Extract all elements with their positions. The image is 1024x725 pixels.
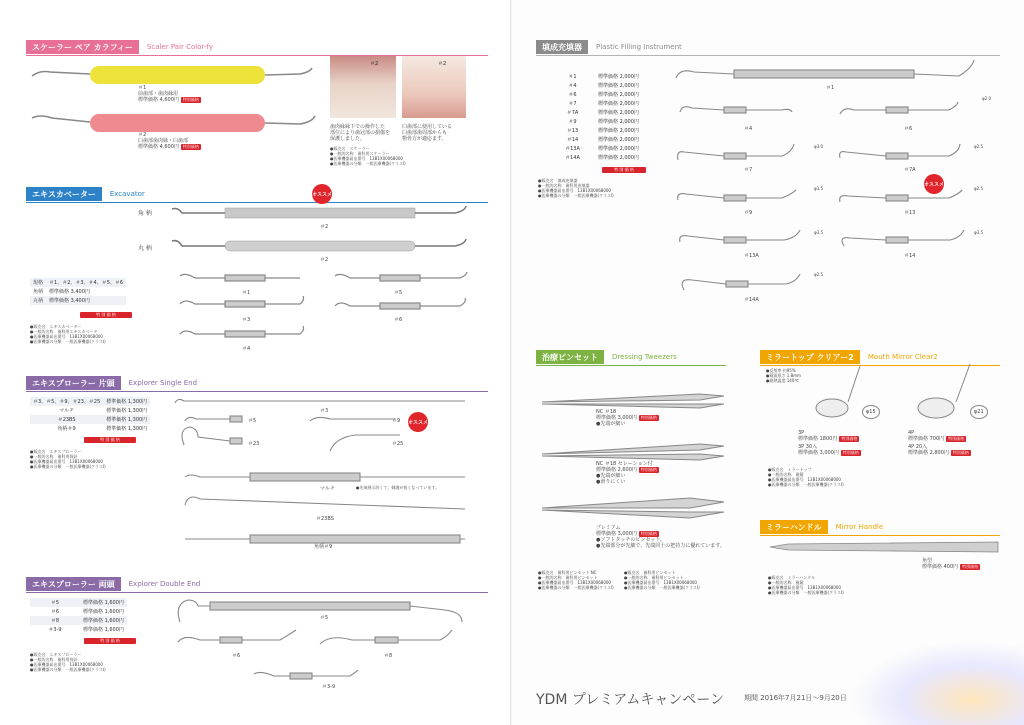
excavator-row2-label: 丸 柄 [138,245,152,252]
explorer-single-item-25: ＃25 [392,441,404,447]
tweezers-tag: 治療ピンセット [536,350,604,364]
filling-en-title: Plastic Filling Instrument [596,43,682,51]
tweezers-item1-note: ●先端が細い [596,421,626,427]
scaler-photo2-label: ＃2 [438,61,447,67]
explorer-single-en-title: Explorer Single End [128,379,198,387]
mirror-handle-image [768,538,1000,556]
tweezers-item1 [596,409,659,427]
excavator-item-4: ＃4 [242,346,251,352]
explorer-single-t2k: マルチ [59,408,75,414]
explorer-double-t2v: 標準価格 1,600円 [83,609,124,615]
scaler-photo1 [330,56,396,118]
filling-header [536,40,1000,54]
scaler-photo2-caption: 臼歯部に使用している 臼歯部歯周部からも 顎骨方が適応ます。 [402,124,453,142]
explorer-double-item-6: ＃6 [232,653,241,659]
excavator-row1-no: ＃2 [320,224,329,230]
filling-notes: ●販売名 填成充填器 ●一般的名称 歯科用充填器 ●医療機器届出番号 13B1X00068000 ●医療機器の分類 一般医療機器(クラスⅠ) [538,178,614,198]
explorer-single-item-5: ＃5 [248,418,257,424]
tweezers-item2 [596,461,659,485]
filling-item-14: ＃14 [904,253,916,259]
scaler-item2-price: 標準価格 4,600円 [138,144,179,150]
mirror-top-item4-badge: 特別価格 [952,450,969,455]
mirror-top-en-title: Mouth Mirror Clear2 [867,353,938,361]
explorer-double-t3v: 標準価格 1,600円 [80,616,127,625]
tweezers-item3-note2: ●先端部分が先細で、先端同士の把持力に優れています。 [596,543,725,549]
explorer-single-multi-note: ●先端展示的くて、刺激が低くなっています。 [356,485,440,490]
excavator-item-5: ＃5 [394,290,403,296]
filling-t9k: ＃13A [565,146,580,152]
tweezers-item3-price: 標準価格 3,000円 [596,531,637,537]
explorer-double-notes: ●販売名 エキスプローラー ●一般的名称 歯科用探針 ●医療機器届出番号 13B1X00068000 ●医療機器の分類 一般医療機器(クラスⅠ) [30,652,106,672]
explorer-double-item-8: ＃8 [384,653,393,659]
tweezers-item2-note2: ●滑りにくい [596,479,626,485]
filling-item-14a: ＃14A [744,297,759,303]
mirror-top-notes: ●販売名 ミラートップ ●一般的名称 歯鏡 ●医療機器届出番号 13B1X00068000 ●医療機器の分類 一般医療機器(クラスⅠ) [768,467,844,487]
explorer-single-t1v: 標準価格 1,300円 [103,397,150,406]
tweezers-item2-badge: 特別価格 [640,467,657,472]
mirror-top-item3-price: 標準価格 700円 [908,436,945,442]
excavator-recommend-badge: オススメ [312,184,332,204]
scaler-item2-badge: 特別価格 [182,144,199,149]
filling-recommend-badge: オススメ [924,174,944,194]
filling-size-6: φ3.5 [814,230,823,235]
tweezers-images [540,376,730,536]
scaler-photo2 [402,56,466,118]
mirror-top-item3-badge: 特別価格 [948,436,965,441]
filling-item-9: ＃9 [744,210,753,216]
filling-item-7a: ＃7A [904,167,916,173]
filling-item-4: ＃4 [744,126,753,132]
filling-t4v: 標準価格 2,000円 [598,101,639,107]
scaler-photo1-label: ＃2 [370,61,379,67]
filling-tag: 填成充填器 [536,40,588,54]
tweezers-item3-note1: ●ソフトタッチのピンセット。 [596,537,665,543]
excavator-row2-no: ＃2 [320,257,329,263]
tweezers-notes1: ●販売名 歯科用ピンセット NC ●一般的名称 歯科用ピンセット ●医療機器届出番号 13B1X00068000 ●医療機器の分類 一般医療機器(クラスⅠ) [538,570,614,590]
mirror-top-item1-name: 3P [798,430,805,436]
tweezers-item2-note1: ●先端が細い [596,473,626,479]
tweezers-item3-badge: 特別価格 [640,531,657,536]
explorer-single-item-23: ＃23 [248,441,260,447]
filling-size-7: φ3.5 [974,230,983,235]
filling-t1k: ＃1 [568,74,577,80]
mirror-handle-header [760,520,1000,534]
excavator-table-r1k: 角柄 [33,289,44,295]
excavator-en-title: Excavator [109,190,145,198]
explorer-single-item-3: ＃3 [320,408,329,414]
excavator-table-h2: ＃1、＃2、＃3、＃4、＃5、＃6 [46,278,126,287]
filling-item-13: ＃13 [904,210,916,216]
scaler-item2 [138,132,201,150]
campaign-period: 期間 2016年7月21日～9月20日 [744,694,847,702]
filling-instruments-image [674,58,994,303]
mirror-handle-item [922,558,980,570]
filling-t1v: 標準価格 2,000円 [598,74,639,80]
filling-t10v: 標準価格 2,000円 [598,155,639,161]
explorer-double-t4v: 標準価格 1,600円 [83,627,124,633]
filling-t7v: 標準価格 2,000円 [598,128,639,134]
explorer-double-t1k: ＃5 [30,598,80,607]
explorer-double-t4k: ＃3-9 [48,627,62,633]
explorer-double-header [26,577,488,591]
filling-t7k: ＃13 [566,128,579,134]
explorer-single-price-table [30,397,150,433]
filling-t6k: ＃9 [568,119,577,125]
mirror-top-item1 [798,430,861,456]
right-page [512,0,1024,725]
scaler-item1-desc: 前歯部・歯肉縁用 [138,91,179,97]
excavator-item-6: ＃6 [394,317,403,323]
filling-t5v: 標準価格 2,000円 [598,110,639,116]
explorer-double-items-image [170,594,470,689]
mirror-top-item4-price: 標準価格 2,800円 [908,450,949,456]
tweezers-item1-badge: 特別価格 [640,415,657,420]
explorer-double-item-5: ＃5 [320,615,329,621]
explorer-single-header [26,376,488,390]
explorer-single-t4v: 標準価格 1,300円 [106,426,148,432]
excavator-price-table [30,278,126,305]
filling-t3v: 標準価格 2,000円 [598,92,639,98]
scaler-tag: スケーラー ペア カラフィー [26,40,139,54]
filling-t9v: 標準価格 2,000円 [598,146,639,152]
excavator-header [26,187,488,201]
mirror-top-item2-price: 標準価格 3,000円 [798,450,839,456]
scaler-item1-badge: 特別価格 [182,97,199,102]
explorer-single-notes: ●販売名 エキスプローラー ●一般的名称 歯科用探針 ●医療機器届出番号 13B1X00068000 ●医療機器の分類 一般医療機器(クラスⅠ) [30,449,106,469]
mirror-top-spec: ●反射率 約95% ●鏡面厚さ 1.8mm ●耐熱温度 140℃ [766,368,801,383]
scaler-item2-desc: 臼歯部歯肉縁・臼歯部 [138,138,189,144]
explorer-double-t2k: ＃6 [50,609,60,615]
explorer-single-t1k: ＃3、＃5、＃9、＃23、＃25 [30,397,103,406]
excavator-round-handle-image [170,236,470,256]
mirror-handle-price: 標準価格 400円 [922,564,959,570]
tweezers-item3-name: プレミアム [596,525,621,531]
explorer-double-special-price: 特 別 価 格 [84,638,136,644]
filling-t2v: 標準価格 2,000円 [598,83,639,89]
filling-t8v: 標準価格 2,000円 [598,137,639,143]
excavator-row1-label: 角 柄 [138,210,152,217]
mirror-handle-notes: ●販売名 ミラーハンドル ●一般的名称 歯鏡 ●医療機器届出番号 13B1X00068000 ●医療機器の分類 一般医療機器(クラスⅠ) [768,575,844,595]
filling-price-table [550,72,642,162]
excavator-notes: ●販売名 エキスカベーター ●一般的名称 歯科用エキスカベータ ●医療機器届出番号 13B1X00068000 ●医療機器の分類 一般医療機器(クラスⅠ) [30,324,106,344]
scaler-item1 [138,85,201,103]
explorer-single-t3k: ＃23BS [30,415,103,424]
filling-size-2: φ3.0 [814,144,823,149]
explorer-single-item-23bs: ＃23BS [316,516,334,522]
excavator-item-3: ＃3 [242,317,251,323]
scaler-item1-price: 標準価格 4,600円 [138,97,179,103]
decorative-glow [850,640,1024,725]
excavator-tag: エキスカベーター [26,187,102,201]
campaign-title: YDM プレミアムキャンペーン [536,692,725,708]
filling-special-price: 特 別 価 格 [602,167,646,173]
mirror-top-item3-name: 4P [908,430,915,436]
explorer-single-recommend-badge: オススメ [408,412,428,432]
scaler-item1-no: ＃1 [138,85,147,91]
mirror-top-size2: φ21 [970,405,988,419]
mirror-handle-badge: 特別価格 [962,564,979,569]
explorer-single-t3v: 標準価格 1,300円 [103,415,150,424]
tweezers-item1-name: NC ＃18 [596,409,617,415]
filling-t8k: ＃14 [566,137,579,143]
explorer-double-item-3-9: ＃3-9 [322,684,336,690]
explorer-single-item-square9: 角柄＃9 [314,544,333,550]
filling-t10k: ＃14A [565,155,580,161]
filling-t6v: 標準価格 2,000円 [598,119,639,125]
scaler-item2-no: ＃2 [138,132,147,138]
tweezers-item2-price: 標準価格 2,600円 [596,467,637,473]
explorer-single-item-9: ＃9 [392,418,401,424]
excavator-special-price: 特 別 価 格 [80,312,132,318]
mirror-top-item1-price: 標準価格 1800円 [798,436,838,442]
scaler-en-title: Scaler Pair Color-fy [146,43,213,51]
explorer-single-item-multi: マルチ [320,486,336,492]
explorer-single-special-price: 特 別 価 格 [84,437,136,443]
tweezers-en-title: Dressing Tweezers [612,353,677,361]
explorer-double-t3k: ＃8 [30,616,80,625]
tweezers-header [536,350,726,364]
filling-item-13a: ＃13A [744,253,759,259]
tweezers-item2-name: NC ＃18 セレーション付 [596,461,653,467]
filling-t4k: ＃7 [568,101,577,107]
mirror-top-item2-name: 3P 30入 [798,444,818,450]
explorer-double-price-table [30,598,127,634]
tweezers-notes2: ●販売名 歯科用ピンセット ●一般的名称 歯科用ピンセット ●医療機器届出番号 13B1X00068000 ●医療機器の分類 一般医療機器(クラスⅠ) [624,570,700,590]
filling-t2k: ＃4 [568,83,577,89]
filling-item-1: ＃1 [826,85,835,91]
filling-size-5: φ2.5 [974,186,983,191]
filling-t3k: ＃6 [568,92,577,98]
explorer-single-t4k: 角柄＃9 [57,426,76,432]
explorer-double-tag: エキスプローラー 両頭 [26,577,121,591]
scaler-header [26,40,488,54]
excavator-table-r2k: 丸柄 [30,296,46,305]
filling-size-1: φ2.0 [982,96,991,101]
explorer-single-tag: エキスプローラー 片頭 [26,376,121,390]
tweezers-item3 [596,525,725,549]
excavator-table-r1v: 標準価格 3,400円 [49,289,90,295]
filling-size-8: φ2.5 [814,272,823,277]
filling-item-6: ＃6 [904,126,913,132]
excavator-square-handle-image [170,203,470,223]
explorer-double-en-title: Explorer Double End [128,580,201,588]
explorer-single-t2v: 標準価格 1,300円 [106,408,148,414]
filling-size-3: φ2.5 [974,144,983,149]
mirror-top-item1-badge: 特別価格 [841,436,858,441]
mirror-top-images [808,362,988,422]
filling-size-4: φ3.5 [814,186,823,191]
excavator-items-image [175,270,475,355]
excavator-table-h1: 規格 [30,278,46,287]
scaler-photo1-caption: 歯肉縁縁下での操作した 部位により歯冠部の損傷を 保護しました。 [330,124,391,142]
mirror-top-item2-badge: 特別価格 [842,450,859,455]
excavator-table-r2v: 標準価格 3,400円 [46,296,126,305]
filling-item-7: ＃7 [744,167,753,173]
scaler-notes: ●販売名 スケーラー ●一般的名称 歯科用スケーラー ●医療機器届出番号 13B1X00068000 ●医療機器の分類 一般医療機器(クラスⅠ) [330,146,406,166]
filling-t5k: ＃7A [566,110,579,116]
mirror-top-item4-name: 4P 20入 [908,444,928,450]
explorer-double-t1v: 標準価格 1,600円 [80,598,127,607]
mirror-top-size1: φ15 [862,405,880,419]
mirror-top-tag: ミラートップ クリアー2 [760,350,860,364]
mirror-handle-en-title: Mirror Handle [835,523,884,531]
excavator-item-1: ＃1 [242,290,251,296]
mirror-handle-tag: ミラーハンドル [760,520,828,534]
mirror-handle-name: 角型 [922,558,933,564]
tweezers-item1-price: 標準価格 3,000円 [596,415,637,421]
mirror-top-item3 [908,430,971,456]
